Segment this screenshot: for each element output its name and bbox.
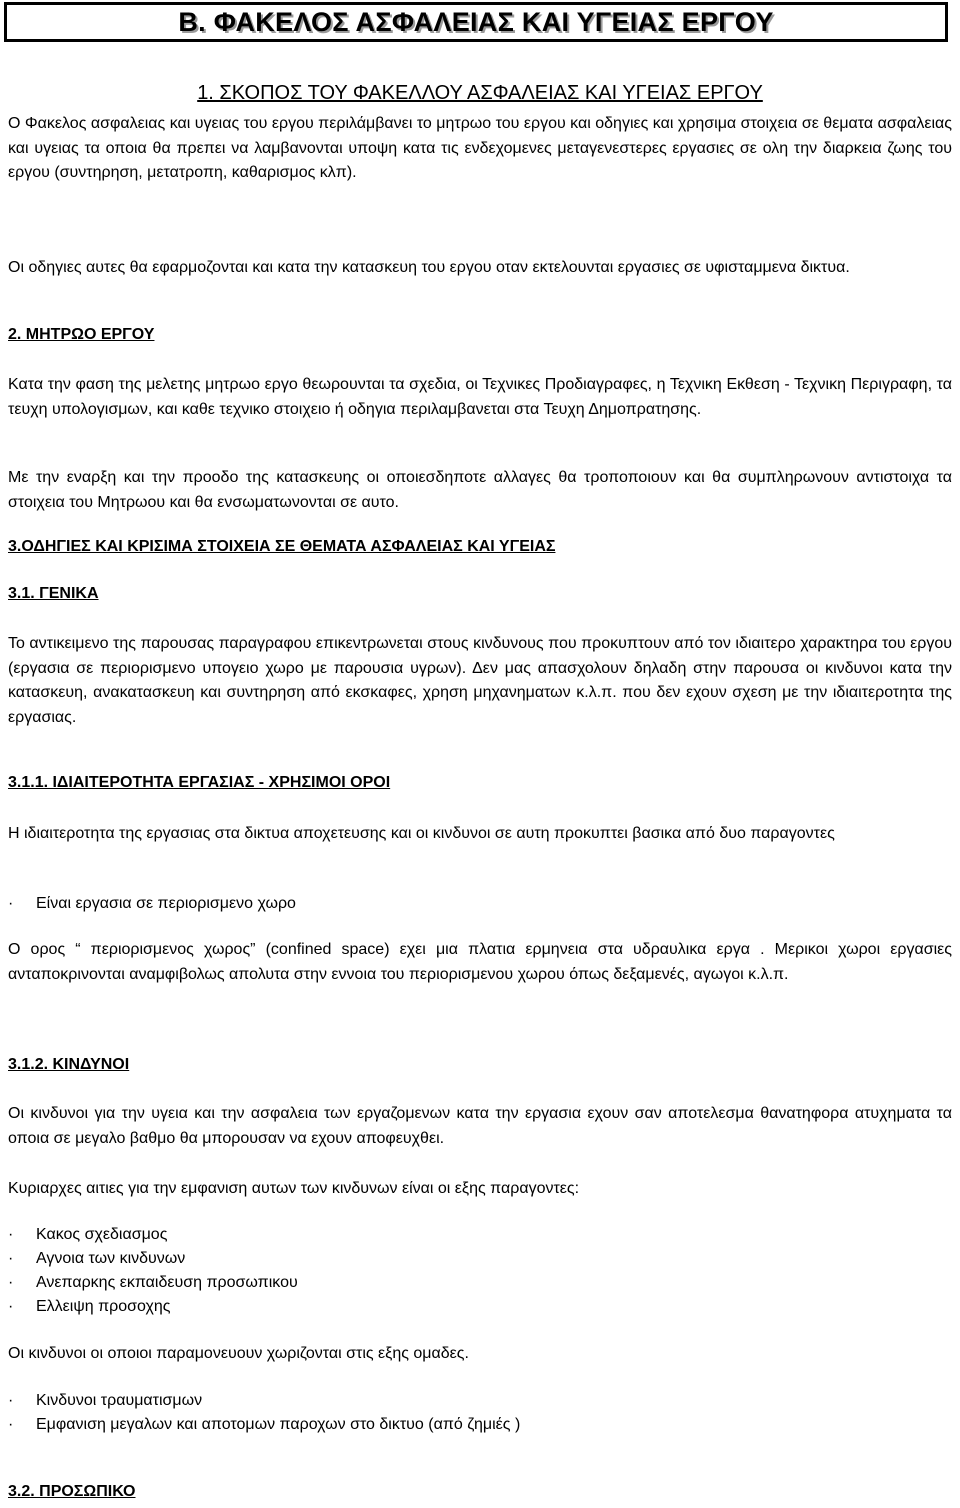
cause-item	[8, 1247, 185, 1271]
section-1-paragraph-2: Οι οδηγιες αυτες θα εφαρμοζονται και κατα την κατασκευη του εργου οταν εκτελουνται εργασιες σε υφισταμμενα δικτυα.	[8, 259, 850, 276]
cause-text: Κακος σχεδιασμος	[36, 1226, 168, 1243]
bullet-glyph: ·	[8, 1416, 14, 1433]
section-3-1-1-heading: 3.1.1. ΙΔΙΑΙΤΕΡΟΤΗΤΑ ΕΡΓΑΣΙΑΣ - ΧΡΗΣΙΜΟΙ ΟΡΟΙ	[8, 774, 391, 791]
section-3-1-1-paragraph-2: Ο ορος “ περιορισμενος χωρος” (confined space) εχει μια πλατια ερμηνεια στα υδραυλικα εργα . Μερικοι χωροι εργασιες ανταποκρινονται αναμφιβολως απολυτα στην εννοια του περιορισμενου χωρου όπως δεξαμενές, αγωγοι κ.λ.π.	[8, 941, 952, 983]
cause-item	[8, 1223, 167, 1247]
bullet-glyph: ·	[8, 895, 14, 912]
group-item	[8, 1413, 520, 1437]
section-3-1-1-paragraph-1: Η ιδιαιτεροτητα της εργασιας στα δικτυα αποχετευσης και οι κινδυνοι σε αυτη προκυπτει βασικα από δυο παραγοντες	[8, 825, 835, 842]
document-title-box	[4, 2, 948, 42]
document-title: Β. ΦΑΚΕΛΟΣ ΑΣΦΑΛΕΙΑΣ ΚΑΙ ΥΓΕΙΑΣ ΕΡΓΟΥ	[178, 6, 774, 37]
group-text: Εμφανιση μεγαλων και αποτομων παροχων στο δικτυο (από ζημιές )	[36, 1416, 521, 1433]
section-3-1-heading: 3.1. ΓΕΝΙΚΑ	[8, 585, 99, 602]
section-2-heading: 2. ΜΗΤΡΩΟ ΕΡΓΟΥ	[8, 326, 155, 343]
section-3-heading: 3.ΟΔΗΓΙΕΣ ΚΑΙ ΚΡΙΣΙΜΑ ΣΤΟΙΧΕΙΑ ΣΕ ΘΕΜΑΤΑ ΑΣΦΑΛΕΙΑΣ ΚΑΙ ΥΓΕΙΑΣ	[8, 538, 556, 555]
cause-item	[8, 1295, 171, 1319]
bullet-glyph: ·	[8, 1298, 14, 1315]
bullet-text: Είναι εργασια σε περιορισμενο χωρο	[36, 895, 296, 912]
cause-text: Αγνοια των κινδυνων	[36, 1250, 186, 1267]
section-3-1-2-paragraph-3: Οι κινδυνοι οι οποιοι παραμονευουν χωριζονται στις εξης ομαδες.	[8, 1345, 469, 1362]
bullet-glyph: ·	[8, 1392, 14, 1409]
cause-item	[8, 1271, 298, 1295]
section-3-2-heading: 3.2. ΠΡΟΣΩΠΙΚΟ	[8, 1483, 136, 1500]
section-1-heading: 1. ΣΚΟΠΟΣ ΤΟΥ ΦΑΚΕΛΛΟΥ ΑΣΦΑΛΕΙΑΣ ΚΑΙ ΥΓΕΙΑΣ ΕΡΓΟΥ	[197, 82, 763, 104]
section-2-paragraph-2: Με την εναρξη και την προοδο της κατασκευης οι οποιεσδηποτε αλλαγες θα τροποποιουν και θα συμπληρωνουν αντιστοιχα τα στοιχεια του Μητρωου και θα ενσωματωνονται σε αυτο.	[8, 469, 952, 511]
group-text: Κινδυνοι τραυματισμων	[36, 1392, 203, 1409]
bullet-glyph: ·	[8, 1274, 14, 1291]
section-3-1-paragraph: Το αντικειμενο της παρουσας παραγραφου επικεντρωνεται στους κινδυνους που προκυπτουν από τον ιδιαιτερο χαρακτηρα του εργου (εργασια σε περιορισμενο υπογειο χωρο με παρουσια υγρων). Δεν μας απασχολουν δηλαδη στην παρουσα οι κινδυνοι κατα την κατασκευη, ανακατασκευη και συντηρηση από εκσκαφες, χρηση μηχανηματων κ.λ.π. που δεν εχουν σχεση με την ιδιαιτεροτητα της εργασιας.	[8, 635, 952, 726]
section-3-1-2-heading: 3.1.2. ΚΙΝΔΥΝΟΙ	[8, 1056, 130, 1073]
section-1-paragraph-1: Ο Φακελος ασφαλειας και υγειας του εργου περιλάμβανει το μητρωο του εργου και οδηγιες και χρησιμα στοιχεια σε θεματα ασφαλειας και υγειας τα οποια θα πρεπει να λαμβανονται υποψη κατα τις ενδεχομενες μεταγενεστερες εργασιες σε ολη την διαρκεια ζωης του εργου (συντηρηση, μετατροπη, καθαρισμος κλπ).	[8, 115, 952, 181]
bullet-glyph: ·	[8, 1226, 14, 1243]
section-3-1-2-paragraph-2: Κυριαρχες αιτιες για την εμφανιση αυτων των κινδυνων είναι οι εξης παραγοντες:	[8, 1180, 580, 1197]
section-2-paragraph-1: Κατα την φαση της μελετης μητρωο εργο θεωρουνται τα σχεδια, οι Τεχνικες Προδιαγραφες, η Τεχνικη Εκθεση - Τεχνικη Περιγραφη, τα τευχη υπολογισμων, και καθε τεχνικο στοιχειο ή οδηγια περιλαμβανεται στα Τευχη Δημοπρατησης.	[8, 376, 952, 418]
bullet-item	[8, 892, 296, 916]
cause-text: Ελλειψη προσοχης	[36, 1298, 171, 1315]
bullet-glyph: ·	[8, 1250, 14, 1267]
cause-text: Ανεπαρκης εκπαιδευση προσωπικου	[36, 1274, 298, 1291]
section-3-1-2-paragraph-1: Οι κινδυνοι για την υγεια και την ασφαλεια των εργαζομενων κατα την εργασια εχουν σαν αποτελεσμα θανατηφορα ατυχηματα τα οποια σε μεγαλο βαθμο θα μπορουσαν να εχουν αποφευχθει.	[8, 1105, 952, 1147]
group-item	[8, 1389, 202, 1413]
